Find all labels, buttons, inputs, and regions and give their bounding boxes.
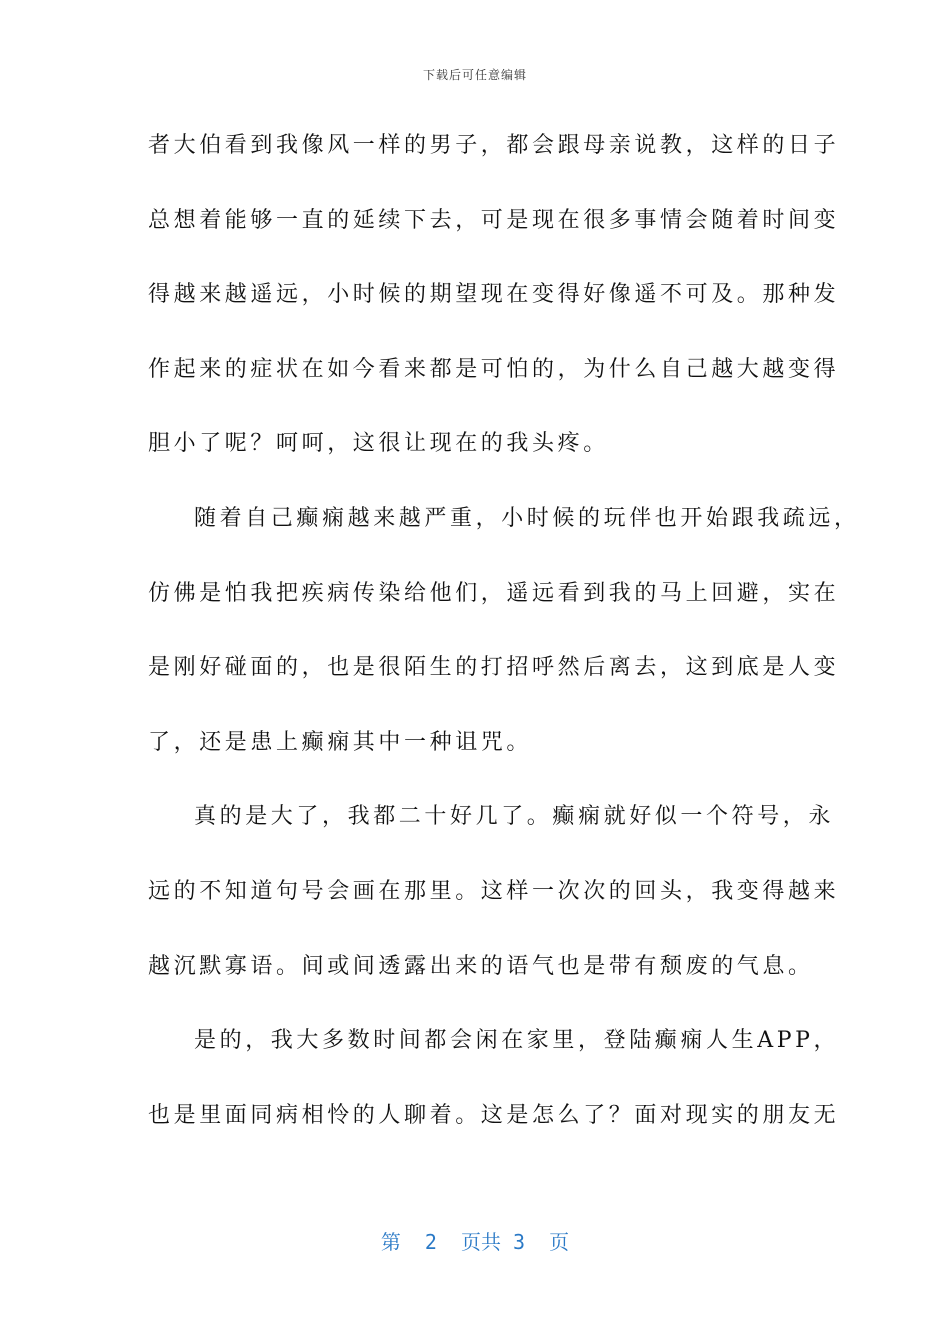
text-line: 了，还是患上癫痫其中一种诅咒。 [148, 729, 533, 755]
text-line: 是的，我大多数时间都会闲在家里，登陆癫痫人生APP， [194, 1028, 840, 1054]
text-line: 仿佛是怕我把疾病传染给他们，遥远看到我的马上回避，实在 [148, 580, 840, 606]
text-line: 总想着能够一直的延续下去，可是现在很多事情会随着时间变 [148, 207, 840, 233]
text-line: 胆小了呢？呵呵，这很让现在的我头疼。 [148, 431, 609, 457]
text-line: 者大伯看到我像风一样的男子，都会跟母亲说教，这样的日子 [148, 133, 840, 158]
page-number-footer: 第 2 页共 3 页 [380, 1230, 570, 1254]
document-body [148, 118, 860, 1162]
text-line: 是刚好碰面的，也是很陌生的打招呼然后离去，这到底是人变 [148, 655, 840, 681]
text-line: 真的是大了，我都二十好几了。癫痫就好似一个符号，永 [194, 804, 835, 830]
text-line: 随着自己癫痫越来越严重，小时候的玩伴也开始跟我疏远， [194, 505, 860, 531]
text-line: 作起来的症状在如今看来都是可怕的，为什么自己越大越变得 [148, 356, 840, 382]
text-line: 也是里面同病相怜的人聊着。这是怎么了？面对现实的朋友无 [148, 1102, 840, 1128]
text-line: 得越来越遥远，小时候的期望现在变得好像遥不可及。那种发 [148, 282, 840, 308]
text-line: 越沉默寡语。间或间透露出来的语气也是带有颓废的气息。 [148, 953, 814, 979]
page-header-note: 下载后可任意编辑 [422, 68, 527, 82]
text-line: 远的不知道句号会画在那里。这样一次次的回头，我变得越来 [148, 878, 840, 904]
